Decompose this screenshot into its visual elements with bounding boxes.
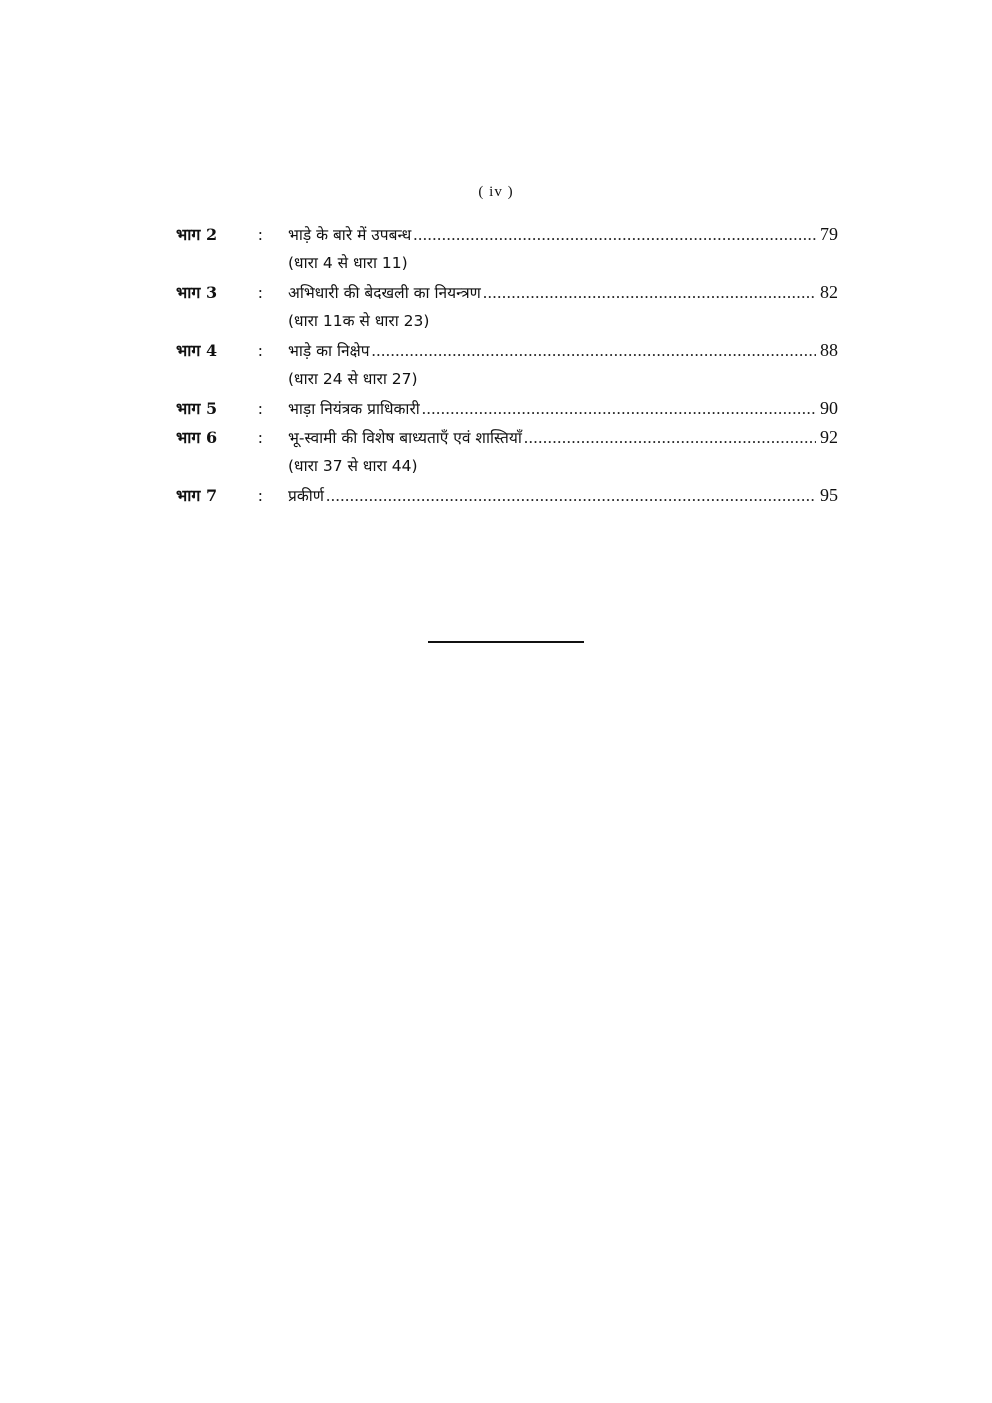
entry-line (288, 481, 838, 511)
toc-sections-part-2 (176, 249, 838, 278)
page-reference: 95 (820, 485, 838, 505)
dot-leader (524, 423, 816, 452)
part-label: भाग 7 (176, 486, 218, 505)
toc-entry-part-5 (176, 394, 838, 423)
closing-rule (428, 641, 584, 643)
page-reference: 90 (820, 398, 838, 418)
part-label: भाग 4 (176, 341, 218, 360)
toc-entry-part-2 (176, 220, 838, 249)
entry-title: भाड़े का निक्षेप (288, 342, 370, 360)
entry-title: प्रकीर्ण (288, 487, 324, 505)
toc-entry-part-4 (176, 336, 838, 365)
page-reference: 79 (820, 224, 838, 244)
entry-line (288, 423, 838, 453)
separator: : (258, 399, 263, 418)
part-label: भाग 2 (176, 225, 218, 244)
page-number: ( iv ) (478, 184, 514, 200)
page-reference: 82 (820, 282, 838, 302)
toc-entry-part-3 (176, 278, 838, 307)
separator: : (258, 225, 263, 244)
section-range: (धारा 11क से धारा 23) (288, 312, 430, 330)
toc-sections-part-3 (176, 307, 838, 336)
entry-line (288, 220, 838, 250)
section-range: (धारा 4 से धारा 11) (288, 254, 408, 272)
dot-leader (422, 394, 816, 423)
toc-sections-part-4 (176, 365, 838, 394)
entry-title: अभिधारी की बेदखली का नियन्त्रण (288, 284, 481, 302)
dot-leader (372, 336, 816, 365)
separator: : (258, 341, 263, 360)
section-range: (धारा 24 से धारा 27) (288, 370, 418, 388)
table-of-contents (176, 220, 838, 510)
entry-line (288, 278, 838, 308)
toc-sections-part-6 (176, 452, 838, 481)
separator: : (258, 486, 263, 505)
entry-title: भाड़ा नियंत्रक प्राधिकारी (288, 400, 420, 418)
dot-leader (413, 220, 816, 249)
separator: : (258, 283, 263, 302)
entry-line (288, 336, 838, 366)
part-label: भाग 6 (176, 428, 218, 447)
toc-entry-part-6 (176, 423, 838, 452)
separator: : (258, 428, 263, 447)
entry-title: भाड़े के बारे में उपबन्ध (288, 226, 412, 244)
dot-leader (483, 278, 816, 307)
part-label: भाग 3 (176, 283, 218, 302)
entry-line (288, 394, 838, 424)
entry-title: भू-स्वामी की विशेष बाध्यताएँ एवं शास्तियाँ (288, 429, 522, 447)
toc-entry-part-7 (176, 481, 838, 510)
page-reference: 88 (820, 340, 838, 360)
section-range: (धारा 37 से धारा 44) (288, 457, 418, 475)
part-label: भाग 5 (176, 399, 218, 418)
page-reference: 92 (820, 427, 838, 447)
dot-leader (326, 481, 816, 510)
